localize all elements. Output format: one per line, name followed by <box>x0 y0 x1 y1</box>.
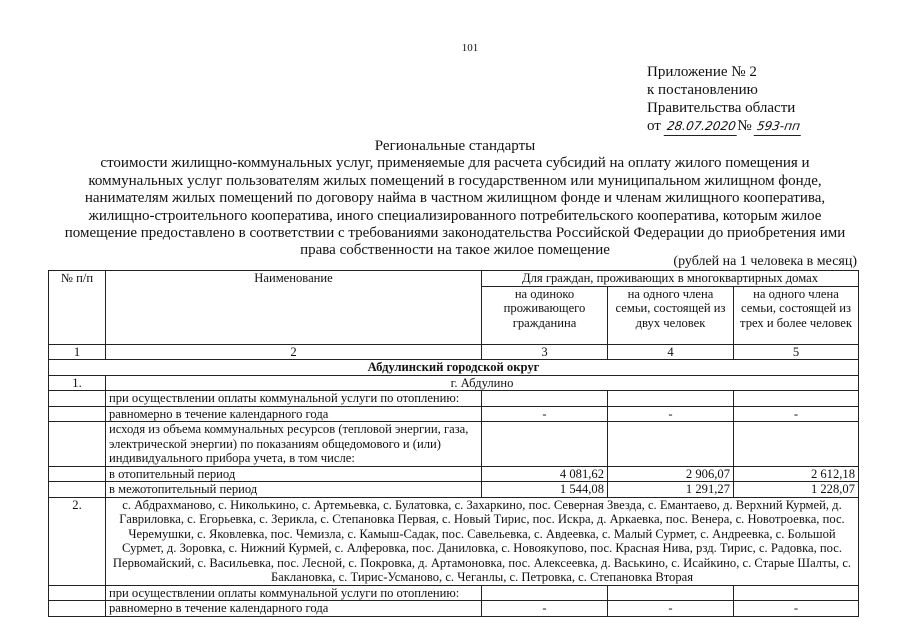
colnum-1: 1 <box>49 344 106 360</box>
table-row <box>49 482 859 498</box>
cell-value: - <box>482 406 608 422</box>
date-prefix: от <box>647 118 661 134</box>
appendix-line-2: к постановлению <box>647 82 758 98</box>
settlement-list: с. Абдрахманово, с. Николькино, с. Артемьевка, с. Булатовка, с. Захаркино, пос. Северная Звезда, с. Емантаево, д. Верхний Курмей, д. Гавриловка, с. Егорьевка, с. Зерикла, с. Степановка Первая, с. Новый Тирис, пос. Искра, д. Аркаевка, пос. Венера, с. Новотроевка, пос. Черемушки, с. Яковлевка, пос. Чемизла, с. Камыш-Садак, пос. Савельевка, с. Авдеевка, с. Малый Сурмет, с. Андреевка, с. Большой Сурмет, д. Зоровка, с. Нижний Курмей, с. Алферовка, пос. Даниловка, с. Новоякупово, пос. Красная Нива, рзд. Тирис, с. Радовка, пос. Первомайский, с. Васильевка, пос. Лесной, с. Покровка, д. Артамоновка, пос. Алексеевка, д. Васькино, с. Исайкино, с. Старые Шалты, с. Баклановка, с. Тирис-Усманово, с. Чеганлы, с. Петровка, с. Степановка Вторая <box>106 497 859 585</box>
page-number: 101 <box>461 42 479 54</box>
district-name: Абдулинский городской округ <box>49 360 859 376</box>
header-num: № п/п <box>49 271 106 345</box>
appendix-line-3: Правительства области <box>647 100 796 116</box>
row-label: исходя из объема коммунальных ресурсов (тепловой энергии, газа, электрической энергии) по показаниям общедомового и (или) индивидуального прибора учета, в том числе: <box>106 422 482 467</box>
row-label: равномерно в течение календарного года <box>106 601 482 617</box>
cell-value: 1 544,08 <box>482 482 608 498</box>
table-row <box>49 375 859 391</box>
cell-value: 2 906,07 <box>608 466 734 482</box>
units-note: (рублей на 1 человека в месяц) <box>673 254 857 269</box>
colnum-5: 5 <box>734 344 859 360</box>
standards-table <box>48 270 859 617</box>
cell-value: - <box>734 406 859 422</box>
cell-value: 4 081,62 <box>482 466 608 482</box>
settlement-name: г. Абдулино <box>106 375 859 391</box>
row-label: в отопительный период <box>106 466 482 482</box>
appendix-block <box>647 63 802 136</box>
item-number: 1. <box>49 375 106 391</box>
header-name: Наименование <box>106 271 482 345</box>
appendix-line-1: Приложение № 2 <box>647 64 757 80</box>
table-header-row <box>49 271 859 287</box>
header-col3: на одиноко проживающего гражданина <box>482 286 608 344</box>
colnum-2: 2 <box>106 344 482 360</box>
header-group: Для граждан, проживающих в многоквартирных домах <box>482 271 859 287</box>
handwritten-number: 593-пп <box>754 117 804 136</box>
colnum-4: 4 <box>608 344 734 360</box>
row-label: в межотопительный период <box>106 482 482 498</box>
handwritten-date: 28.07.2020 <box>663 117 738 136</box>
document-title <box>60 138 850 260</box>
row-label: при осуществлении оплаты коммунальной услуги по отоплению: <box>106 391 482 407</box>
cell-value: - <box>734 601 859 617</box>
cell-value: 1 228,07 <box>734 482 859 498</box>
table-row <box>49 391 859 407</box>
cell-value: - <box>482 601 608 617</box>
table-row <box>49 422 859 467</box>
table-row <box>49 601 859 617</box>
number-prefix: № <box>737 118 752 134</box>
title-body: стоимости жилищно-коммунальных услуг, применяемые для расчета субсидий на оплату жилого помещения и коммунальных услуг пользователям жилых помещений в государственном или муниципальном жилищном фонде, нанимателям жилых помещений по договору найма в частном жилищном фонде и членам жилищного кооператива, жилищно-строительного кооператива, иного специализированного потребительского кооператива, которым жилое помещение предоставлено в соответствии с требованиями законодательства Российской Федерации до приобретения ими права собственности на такое жилое помещение <box>64 155 846 259</box>
header-col5: на одного члена семьи, состоящей из трех и более человек <box>734 286 859 344</box>
appendix-date-line <box>647 117 802 136</box>
column-number-row <box>49 344 859 360</box>
header-col4: на одного члена семьи, состоящей из двух человек <box>608 286 734 344</box>
cell-value: - <box>608 601 734 617</box>
row-label: при осуществлении оплаты коммунальной услуги по отоплению: <box>106 585 482 601</box>
table-row <box>49 497 859 585</box>
district-row <box>49 360 859 376</box>
table-row <box>49 466 859 482</box>
item-number: 2. <box>49 497 106 585</box>
table-row <box>49 585 859 601</box>
table-row <box>49 406 859 422</box>
cell-value: 1 291,27 <box>608 482 734 498</box>
cell-value: 2 612,18 <box>734 466 859 482</box>
row-label: равномерно в течение календарного года <box>106 406 482 422</box>
cell-value: - <box>608 406 734 422</box>
colnum-3: 3 <box>482 344 608 360</box>
title-heading: Региональные стандарты <box>374 138 536 154</box>
